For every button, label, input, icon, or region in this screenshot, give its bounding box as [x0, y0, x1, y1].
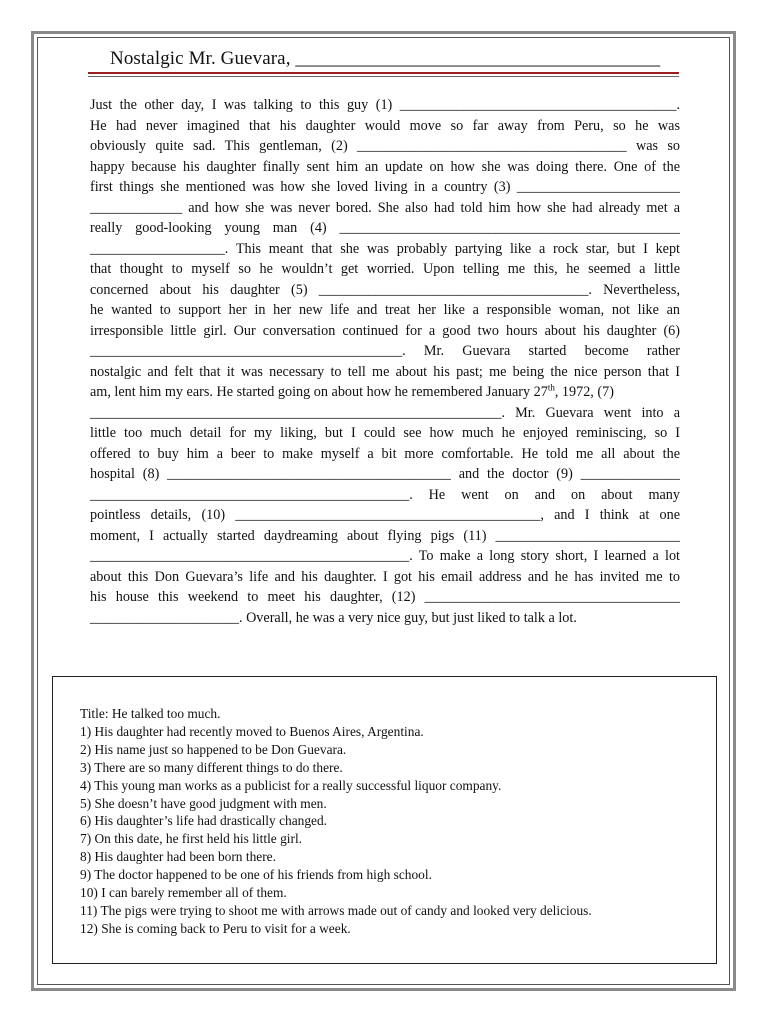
story-line: he wanted to support her in her new life and treat her like a responsible woman, not like an: [90, 302, 680, 318]
answer-item: 4) This young man works as a publicist for a really successful liquor company.: [80, 777, 502, 793]
story-line: moment, I actually started daydreaming about flying pigs (11) __________________________: [90, 527, 680, 544]
date-ordinal: th: [547, 382, 555, 393]
story-paragraph: [90, 95, 680, 628]
story-line: __________________________________________________________. Mr. Guevara went into a: [90, 404, 680, 421]
answer-item: 8) His daughter had been born there.: [80, 849, 276, 865]
story-line: that thought to myself so he wouldn’t get worried. Upon telling me this, he seemed a little: [90, 261, 680, 277]
story-line: about this Don Guevara’s life and his daughter. I got his email address and he has invited me to: [90, 568, 680, 585]
story-line-date: [90, 382, 680, 403]
date-tail: , 1972, (7): [554, 384, 614, 400]
answer-item: 6) His daughter’s life had drastically changed.: [80, 813, 328, 829]
story-line: _____________________. Overall, he was a very nice guy, but just liked to talk a lot.: [90, 609, 577, 626]
story-line: happy because his daughter finally sent him an update on how she was doing there. One of the: [90, 158, 680, 175]
answer-item: 5) She doesn’t have good judgment with men.: [80, 795, 327, 811]
story-line: _____________ and how she was never bored. She also had told him how she had already met a: [90, 199, 680, 216]
story-line: ____________________________________________. Mr. Guevara started become rather: [90, 343, 680, 359]
date-text: am, lent him my ears. He started going on about how he remembered January 27: [90, 384, 548, 400]
answer-item: 12) She is coming back to Peru to visit for a week.: [80, 920, 351, 936]
story-line: obviously quite sad. This gentleman, (2) ______________________________________ was so: [90, 138, 680, 154]
answer-item: 9) The doctor happened to be one of his friends from high school.: [80, 867, 432, 883]
story-line: pointless details, (10) ___________________________________________, and I think at one: [90, 507, 680, 523]
title-rule-secondary: [88, 76, 679, 77]
story-line: _____________________________________________. To make a long story short, I learned a lot: [90, 548, 680, 564]
story-line: He had never imagined that his daughter would move so far away from Peru, so he was: [90, 117, 680, 134]
answer-key: [80, 705, 700, 938]
answer-item: 11) The pigs were trying to shoot me with arrows made out of candy and looked very delicious.: [80, 902, 592, 918]
worksheet-title: Nostalgic Mr. Guevara, ______________________________________: [110, 48, 661, 69]
story-line: Just the other day, I was talking to this guy (1) _______________________________________.: [90, 97, 680, 113]
story-line: little too much detail for my liking, but I could see how much he enjoyed reminiscing, so I: [90, 425, 680, 441]
story-line: concerned about his daughter (5) ______________________________________. Nevertheless,: [90, 281, 680, 298]
answer-item: 2) His name just so happened to be Don Guevara.: [80, 741, 347, 757]
title-rule: [88, 72, 679, 74]
story-line: irresponsible little girl. Our conversation continued for a good two hours about his daughter (6): [90, 322, 680, 339]
story-line: really good-looking young man (4) ________________________________________________: [90, 220, 680, 236]
story-line: _____________________________________________. He went on and on about many: [90, 486, 680, 503]
story-line: nostalgic and felt that it was necessary to tell me about his past; me being the nice person that I: [90, 363, 680, 380]
answer-item: 10) I can barely remember all of them.: [80, 885, 287, 901]
answer-key-title: Title: He talked too much.: [80, 706, 221, 721]
story-line: his house this weekend to meet his daughter, (12) ____________________________________: [90, 589, 680, 605]
story-line: hospital (8) ________________________________________ and the doctor (9) ______________: [90, 466, 680, 482]
story-line: ___________________. This meant that she was probably partying like a rock star, but I kept: [90, 240, 680, 257]
story-line: first things she mentioned was how she loved living in a country (3) _______________________: [90, 179, 680, 195]
answer-item: 3) There are so many different things to do there.: [80, 759, 343, 775]
answer-item: 7) On this date, he first held his little girl.: [80, 831, 303, 847]
story-line: offered to buy him a beer to make myself a bit more comfortable. He told me all about the: [90, 445, 680, 462]
answer-item: 1) His daughter had recently moved to Buenos Aires, Argentina.: [80, 723, 424, 739]
